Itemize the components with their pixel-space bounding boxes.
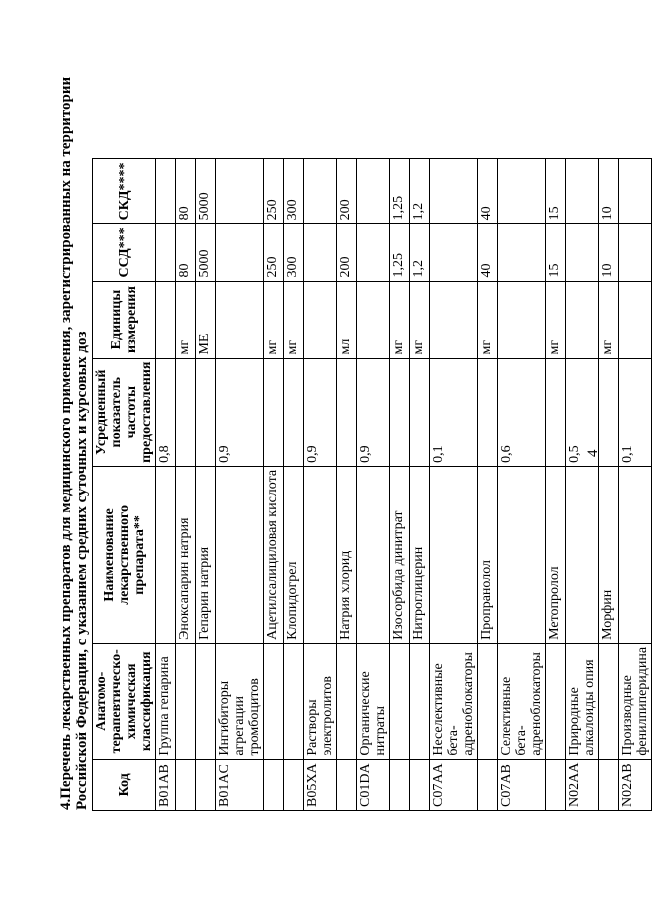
cell-course-dose: 200 — [337, 159, 357, 224]
cell-atc: Органические нитраты — [357, 643, 390, 759]
cell-units — [498, 281, 546, 358]
table-row — [304, 159, 337, 811]
cell-frequency: 0,9 — [357, 358, 390, 466]
cell-frequency — [264, 358, 284, 466]
cell-frequency: 0,1 — [619, 358, 652, 466]
cell-code — [599, 759, 619, 810]
cell-daily-dose: 300 — [284, 224, 304, 281]
cell-units: МЕ — [196, 281, 216, 358]
cell-drug-name: Морфин — [599, 466, 619, 643]
cell-course-dose: 1,2 — [410, 159, 430, 224]
table-row — [337, 159, 357, 811]
cell-drug-name — [216, 466, 264, 643]
cell-drug-name — [498, 466, 546, 643]
table-row — [599, 159, 619, 811]
cell-drug-name — [357, 466, 390, 643]
cell-atc — [196, 643, 216, 759]
cell-code — [546, 759, 566, 810]
cell-daily-dose — [430, 224, 478, 281]
cell-atc — [176, 643, 196, 759]
header-frequency: Усредненный показатель частоты предоставления — [93, 358, 156, 466]
table-row — [566, 159, 599, 811]
cell-daily-dose: 1,2 — [410, 224, 430, 281]
cell-code — [478, 759, 498, 810]
cell-course-dose: 300 — [284, 159, 304, 224]
cell-drug-name — [430, 466, 478, 643]
table-row — [264, 159, 284, 811]
cell-units — [216, 281, 264, 358]
page-number: 4 — [585, 449, 601, 457]
cell-code: B01AC — [216, 759, 264, 810]
cell-frequency — [176, 358, 196, 466]
cell-course-dose: 5000 — [196, 159, 216, 224]
table-row — [284, 159, 304, 811]
table-body — [156, 159, 652, 811]
heading-line-1: 4.Перечень лекарственных препаратов для медицинского применения, зарегистрированных на территории — [58, 76, 74, 810]
cell-daily-dose — [619, 224, 652, 281]
cell-course-dose — [619, 159, 652, 224]
table-row — [390, 159, 410, 811]
cell-course-dose — [304, 159, 337, 224]
cell-drug-name — [619, 466, 652, 643]
cell-atc — [264, 643, 284, 759]
cell-units: мг — [264, 281, 284, 358]
cell-daily-dose: 200 — [337, 224, 357, 281]
cell-units: мг — [284, 281, 304, 358]
header-units: Единицы измерения — [93, 281, 156, 358]
cell-daily-dose — [566, 224, 599, 281]
table-row — [156, 159, 176, 811]
cell-frequency — [284, 358, 304, 466]
cell-course-dose — [498, 159, 546, 224]
cell-drug-name: Изосорбида динитрат — [390, 466, 410, 643]
cell-frequency — [478, 358, 498, 466]
cell-drug-name: Эноксапарин натрия — [176, 466, 196, 643]
cell-course-dose — [430, 159, 478, 224]
cell-code — [337, 759, 357, 810]
cell-units: мг — [176, 281, 196, 358]
cell-course-dose — [357, 159, 390, 224]
cell-course-dose: 250 — [264, 159, 284, 224]
cell-units: мг — [410, 281, 430, 358]
cell-atc — [337, 643, 357, 759]
header-code: Код — [93, 759, 156, 810]
header-course-dose: СКД**** — [93, 159, 156, 224]
cell-daily-dose: 15 — [546, 224, 566, 281]
cell-code — [176, 759, 196, 810]
cell-daily-dose — [216, 224, 264, 281]
cell-course-dose: 15 — [546, 159, 566, 224]
cell-atc: Растворы электролитов — [304, 643, 337, 759]
cell-units — [619, 281, 652, 358]
cell-daily-dose — [156, 224, 176, 281]
cell-daily-dose — [304, 224, 337, 281]
cell-atc — [599, 643, 619, 759]
cell-daily-dose: 40 — [478, 224, 498, 281]
cell-course-dose: 80 — [176, 159, 196, 224]
cell-frequency: 0,6 — [498, 358, 546, 466]
cell-units: мл — [337, 281, 357, 358]
cell-units: мг — [478, 281, 498, 358]
cell-frequency: 0,9 — [216, 358, 264, 466]
heading-line-2: Российской Федерации, с указанием средних суточных и курсовых доз — [74, 331, 90, 810]
table-row — [546, 159, 566, 811]
cell-course-dose: 40 — [478, 159, 498, 224]
cell-frequency — [410, 358, 430, 466]
cell-atc: Селективные бета-адреноблокаторы — [498, 643, 546, 759]
cell-daily-dose: 1,25 — [390, 224, 410, 281]
cell-atc: Ингибиторы агрегации тромбоцитов — [216, 643, 264, 759]
cell-daily-dose: 10 — [599, 224, 619, 281]
cell-code: C01DA — [357, 759, 390, 810]
cell-drug-name: Гепарин натрия — [196, 466, 216, 643]
cell-units — [566, 281, 599, 358]
cell-drug-name: Ацетилсалициловая кислота — [264, 466, 284, 643]
table-row — [196, 159, 216, 811]
cell-atc: Производные фенилпиперидина — [619, 643, 652, 759]
table-row — [410, 159, 430, 811]
cell-course-dose — [156, 159, 176, 224]
cell-daily-dose — [357, 224, 390, 281]
cell-frequency — [196, 358, 216, 466]
cell-drug-name: Нитроглицерин — [410, 466, 430, 643]
cell-atc: Природные алкалоиды опия — [566, 643, 599, 759]
cell-atc — [284, 643, 304, 759]
cell-drug-name: Пропранолол — [478, 466, 498, 643]
document-heading — [58, 50, 90, 810]
cell-units — [156, 281, 176, 358]
table-row — [176, 159, 196, 811]
cell-code: C07AB — [498, 759, 546, 810]
cell-drug-name: Метопролол — [546, 466, 566, 643]
cell-atc — [410, 643, 430, 759]
cell-code — [390, 759, 410, 810]
header-atc: Анатомо-терапевтическо-химическая классификация — [93, 643, 156, 759]
table-row — [498, 159, 546, 811]
cell-frequency — [390, 358, 410, 466]
table-header — [93, 159, 156, 811]
cell-code: C07AA — [430, 759, 478, 810]
cell-atc: Группа гепарина — [156, 643, 176, 759]
drug-table — [92, 158, 652, 811]
cell-frequency: 0,8 — [156, 358, 176, 466]
header-daily-dose: ССД*** — [93, 224, 156, 281]
cell-units — [357, 281, 390, 358]
cell-frequency: 0,5 — [566, 358, 599, 466]
cell-code: N02AB — [619, 759, 652, 810]
cell-frequency — [337, 358, 357, 466]
cell-code — [284, 759, 304, 810]
cell-daily-dose: 80 — [176, 224, 196, 281]
cell-units: мг — [546, 281, 566, 358]
cell-units — [304, 281, 337, 358]
cell-atc — [390, 643, 410, 759]
cell-drug-name — [156, 466, 176, 643]
cell-frequency: 0,1 — [430, 358, 478, 466]
cell-atc — [546, 643, 566, 759]
cell-code — [410, 759, 430, 810]
cell-course-dose: 10 — [599, 159, 619, 224]
cell-drug-name: Натрия хлорид — [337, 466, 357, 643]
cell-code: B05XA — [304, 759, 337, 810]
cell-drug-name — [566, 466, 599, 643]
cell-frequency — [546, 358, 566, 466]
cell-course-dose — [216, 159, 264, 224]
cell-daily-dose: 250 — [264, 224, 284, 281]
cell-atc — [478, 643, 498, 759]
table-row — [430, 159, 478, 811]
header-drug-name: Наименование лекарственного препарата** — [93, 466, 156, 643]
cell-code — [264, 759, 284, 810]
cell-units: мг — [390, 281, 410, 358]
cell-daily-dose — [498, 224, 546, 281]
cell-drug-name: Клопидогрел — [284, 466, 304, 643]
cell-units — [430, 281, 478, 358]
cell-code — [196, 759, 216, 810]
cell-course-dose: 1,25 — [390, 159, 410, 224]
table-row — [619, 159, 652, 811]
cell-frequency: 0,9 — [304, 358, 337, 466]
cell-code: N02AA — [566, 759, 599, 810]
table-row — [357, 159, 390, 811]
table-row — [216, 159, 264, 811]
cell-units: мг — [599, 281, 619, 358]
cell-atc: Неселективные бета-адреноблокаторы — [430, 643, 478, 759]
table-row — [478, 159, 498, 811]
cell-course-dose — [566, 159, 599, 224]
cell-code: B01AB — [156, 759, 176, 810]
cell-daily-dose: 5000 — [196, 224, 216, 281]
header-row — [93, 159, 156, 811]
cell-drug-name — [304, 466, 337, 643]
